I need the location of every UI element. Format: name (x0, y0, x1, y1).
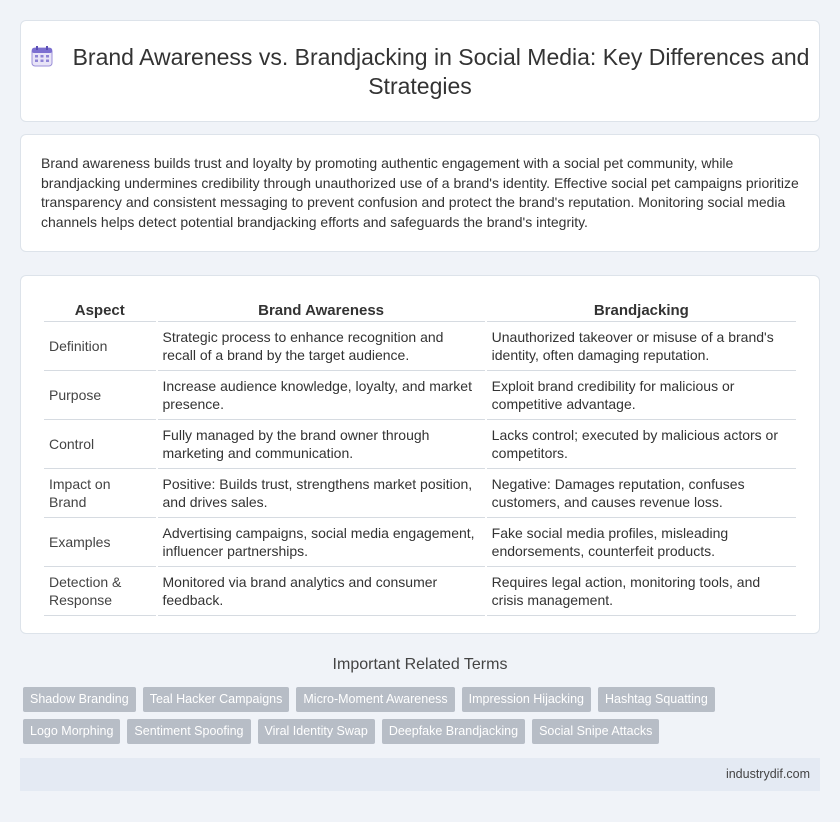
comparison-card (20, 275, 820, 634)
row-aspect: Examples (44, 518, 156, 567)
tag-viral-identity-swap[interactable]: Viral Identity Swap (258, 719, 375, 744)
intro-card (20, 134, 820, 252)
row-aspect: Definition (44, 322, 156, 371)
tag-shadow-branding[interactable]: Shadow Branding (23, 687, 136, 712)
tag-deepfake-brandjacking[interactable]: Deepfake Brandjacking (382, 719, 525, 744)
tag-teal-hacker-campaigns[interactable]: Teal Hacker Campaigns (143, 687, 290, 712)
table-row (44, 322, 796, 371)
row-aspect: Purpose (44, 371, 156, 420)
tag-logo-morphing[interactable]: Logo Morphing (23, 719, 120, 744)
footer-site[interactable]: industrydif.com (725, 767, 810, 781)
related-terms-tags (23, 687, 813, 744)
row-brand-awareness: Fully managed by the brand owner through marketing and communication. (158, 420, 485, 469)
row-brand-awareness: Strategic process to enhance recognition and recall of a brand by the target audience. (158, 322, 485, 371)
row-brandjacking: Exploit brand credibility for malicious or competitive advantage. (487, 371, 796, 420)
table-row (44, 567, 796, 616)
tag-impression-hijacking[interactable]: Impression Hijacking (462, 687, 591, 712)
header-aspect: Aspect (44, 296, 156, 322)
row-brandjacking: Lacks control; executed by malicious actors or competitors. (487, 420, 796, 469)
page-title-wrap (21, 43, 819, 101)
header-card (20, 20, 820, 122)
header-brand-awareness: Brand Awareness (158, 296, 485, 322)
tag-sentiment-spoofing[interactable]: Sentiment Spoofing (127, 719, 250, 744)
row-brand-awareness: Monitored via brand analytics and consumer feedback. (158, 567, 485, 616)
table-row (44, 371, 796, 420)
page-title: Brand Awareness vs. Brandjacking in Social Media: Key Differences and Strategies (72, 44, 810, 99)
row-brand-awareness: Advertising campaigns, social media engagement, influencer partnerships. (158, 518, 485, 567)
row-aspect: Impact on Brand (44, 469, 156, 518)
table-row (44, 469, 796, 518)
footer (20, 758, 820, 791)
row-brand-awareness: Increase audience knowledge, loyalty, and market presence. (158, 371, 485, 420)
row-brandjacking: Negative: Damages reputation, confuses customers, and causes revenue loss. (487, 469, 796, 518)
tag-micro-moment-awareness[interactable]: Micro-Moment Awareness (296, 687, 454, 712)
row-brandjacking: Requires legal action, monitoring tools, and crisis management. (487, 567, 796, 616)
row-brandjacking: Unauthorized takeover or misuse of a brand's identity, often damaging reputation. (487, 322, 796, 371)
calendar-icon (31, 45, 53, 67)
header-brandjacking: Brandjacking (487, 296, 796, 322)
row-brand-awareness: Positive: Builds trust, strengthens market position, and drives sales. (158, 469, 485, 518)
intro-text: Brand awareness builds trust and loyalty by promoting authentic engagement with a social pet community, while brandjacking undermines credibility through unauthorized use of a brand's identity. Effective social pet campaigns prioritize transparency and consistent messaging to prevent confusion and protect the brand's reputation. Monitoring social media channels helps detect potential brandjacking efforts and safeguards the brand's integrity. (41, 155, 799, 230)
row-brandjacking: Fake social media profiles, misleading endorsements, counterfeit products. (487, 518, 796, 567)
table-row (44, 420, 796, 469)
table-header-row (44, 296, 796, 322)
tag-social-snipe-attacks[interactable]: Social Snipe Attacks (532, 719, 659, 744)
related-terms-title: Important Related Terms (332, 656, 508, 673)
tag-hashtag-squatting[interactable]: Hashtag Squatting (598, 687, 715, 712)
comparison-table (42, 296, 798, 616)
row-aspect: Control (44, 420, 156, 469)
row-aspect: Detection & Response (44, 567, 156, 616)
table-row (44, 518, 796, 567)
